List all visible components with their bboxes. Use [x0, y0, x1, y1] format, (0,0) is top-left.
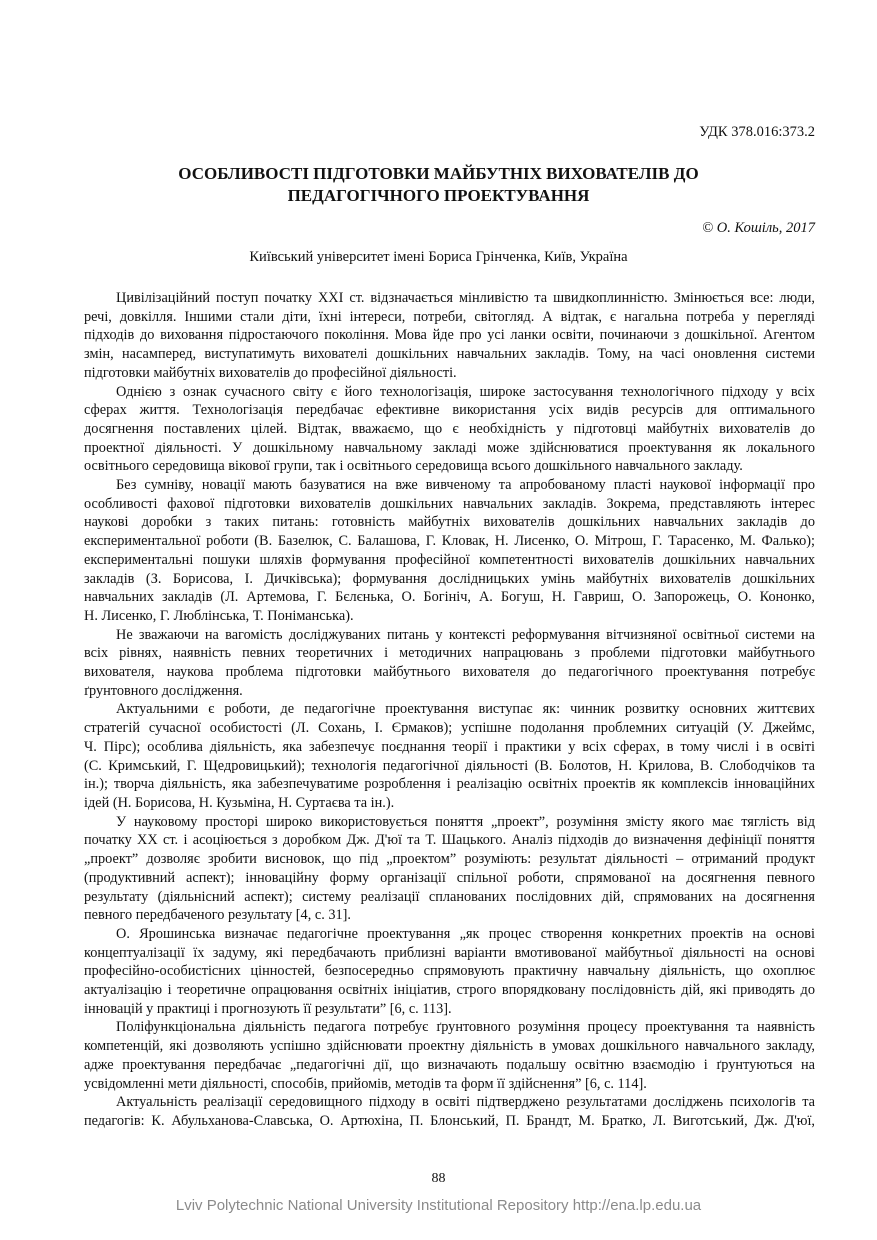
text-line: закладів (З. Борисова, І. Дичківська); формування дослідницьких умінь майбутніх вихователів дошкільних	[84, 570, 815, 587]
text-line: усвідомленні мети діяльності, способів, прийомів, методів та форм її здійснення” [6, с. 114].	[84, 1075, 647, 1092]
text-line: Актуальними є роботи, де педагогічне проектування виступає як: чинник розвитку основних життєвих	[116, 701, 815, 718]
text-line: речі, довкілля. Іншими стали діти, їхні інтереси, потреби, світогляд. А відтак, є нагальна потреба у перегляді	[84, 308, 815, 325]
text-line: Однією з ознак сучасного світу є його технологізація, широке застосування технологічного підходу у всіх	[116, 383, 815, 400]
text-line: Не зважаючи на вагомість досліджуваних питань у контексті реформування вітчизняної освітньої системи на	[116, 626, 815, 643]
paragraph	[84, 700, 815, 812]
text-line: експериментальні пошуки шляхів формування професійної компетентності вихователів дошкільних навчальних	[84, 551, 815, 568]
text-line: педагогів: К. Абульханова-Славська, О. Артюхіна, П. Блонський, П. Брандт, М. Братко, Л. Виготський, Дж. Д'юї,	[84, 1112, 815, 1129]
title-line-1: ОСОБЛИВОСТІ ПІДГОТОВКИ МАЙБУТНІХ ВИХОВАТЕЛІВ ДО	[178, 164, 699, 183]
text-line: ідей (Н. Борисова, Н. Кузьміна, Н. Суртаєва та ін.).	[84, 794, 395, 811]
article-title	[0, 163, 877, 207]
text-line: Н. Лисенко, Г. Люблінська, Т. Поніманська).	[84, 607, 354, 624]
text-line: адже проектування передбачає „педагогічні дії, що визначають подальшу освітню взаємодію і ґрунтуються на	[84, 1056, 815, 1073]
text-line: ґрунтовного дослідження.	[84, 682, 243, 699]
text-line: освітнього середовища вікової групи, так і освітнього середовища всього дошкільного навчального закладу.	[84, 458, 743, 475]
text-line: компетенцій, які дозволяють успішно здійснювати проектну діяльність в умовах дошкільного навчального закладу,	[84, 1038, 815, 1055]
text-line: професійно-особистісних цінностей, безпосередньо спрямовують практичну навчальну діяльність, що охоплює	[84, 963, 815, 980]
text-line: У науковому просторі широко використовується поняття „проект”, розуміння змісту якого має тяглість від	[116, 813, 815, 830]
article-body	[84, 289, 815, 1131]
text-line: стратегій сучасної особистості (Л. Сохань, І. Єрмаков); успішне подолання проблемних ситуацій (У. Джеймс,	[84, 720, 815, 737]
paragraph	[84, 1018, 815, 1093]
text-line: змін, насамперед, виступатимуть вихователі дошкільних навчальних закладів. Тому, на часі оновлення системи	[84, 346, 815, 363]
text-line: Ч. Пірс); особлива діяльність, яка забезпечує поєднання теорії і практики у всіх сферах, в тому числі і в освіті	[84, 738, 815, 755]
text-line: підходів до виховання підростаючого покоління. Мова йде про усі ланки освіти, починаючи з дошкільної. Агентом	[84, 327, 815, 344]
text-line: сферах життя. Технологізація передбачає ефективне використання усіх видів ресурсів для оптимального	[84, 402, 815, 419]
text-line: експериментальної роботи (В. Базелюк, С. Балашова, Г. Кловак, Н. Лисенко, О. Мітрош, Г. Тарасенко, М. Фалько);	[84, 533, 815, 550]
text-line: концептуалізації їх задуму, які передбачають приблизні варіанти вмотивованої майбутньої діяльності на основі	[84, 944, 815, 961]
repository-footer: Lviv Polytechnic National University Institutional Repository http://ena.lp.edu.ua	[175, 1197, 702, 1214]
paragraph	[84, 383, 815, 477]
text-line: актуалізацію і теоретичне опрацювання освітніх ініціатив, строго впорядковану послідовність дій, які приводять до	[84, 982, 815, 999]
title-line-2: ПЕДАГОГІЧНОГО ПРОЕКТУВАННЯ	[287, 186, 590, 205]
text-line: ін.); творча діяльність, яка забезпечуватиме розроблення і реалізацію освітніх проектів як комплексів інноваційних	[84, 776, 815, 793]
text-line: Цивілізаційний поступ початку ХХІ ст. відзначається мінливістю та швидкоплинністю. Змінюється все: люди,	[116, 290, 815, 306]
paragraph	[84, 289, 815, 383]
text-line: певного передбаченого результату [4, с. 31].	[84, 907, 351, 924]
text-line: проектної діяльності. У дошкільному навчальному закладі може здійснюватися проектування як локального	[84, 439, 815, 456]
text-line: Поліфункціональна діяльність педагога потребує ґрунтовного розуміння процесу проектування та наявність	[116, 1019, 815, 1036]
paragraph	[84, 813, 815, 925]
text-line: Актуальність реалізації середовищного підходу в освіті підтверджено результатами досліджень психологів та	[116, 1094, 815, 1111]
text-line: підготовки майбутніх вихователів до професійної діяльності.	[84, 364, 457, 381]
paragraph	[84, 925, 815, 1019]
paragraph	[84, 1093, 815, 1130]
author-copyright: © О. Кошіль, 2017	[702, 220, 815, 236]
paragraph	[84, 476, 815, 626]
text-line: інновацій у практиці і прогнозують її результати” [6, с. 113].	[84, 1000, 452, 1017]
text-line: наукові доробки з таких питань: готовність майбутніх вихователів дошкільних навчальних закладів до	[84, 514, 815, 531]
text-line: початку ХХ ст. і асоціюється з доробком Дж. Д'юї та Т. Шацького. Аналіз підходів до визначення дефініції поняття	[84, 832, 815, 849]
udk-code: УДК 378.016:373.2	[699, 124, 815, 140]
text-line: вихователя, наукова проблема підготовки майбутнього вихователя до педагогічного проектування потребує	[84, 664, 815, 681]
text-line: „проект” дозволяє зробити висновок, що під „проектом” розуміють: результат діяльності – отриманий продукт	[84, 851, 815, 868]
text-line: (С. Кримський, Г. Щедровицький); технологія педагогічної діяльності (В. Болотов, Н. Крилова, В. Слободчіков та	[84, 757, 815, 774]
text-line: О. Ярошинська визначає педагогічне проектування „як процес створення конкретних проектів на основі	[116, 925, 815, 942]
affiliation: Київський університет імені Бориса Грінченка, Київ, Україна	[249, 249, 628, 265]
text-line: (продуктивний аспект); інноваційну форму організації спільної роботи, спрямованої на досягнення певного	[84, 869, 815, 886]
text-line: досягнення поставлених цілей. Відтак, вважаємо, що є необхідність у підготовці майбутніх вихователів до	[84, 420, 815, 437]
text-line: навчальних закладів (Л. Артемова, Г. Бєлєнька, О. Богініч, А. Богуш, Н. Гавриш, О. Запорожець, О. Кононко,	[84, 589, 815, 606]
paragraph	[84, 626, 815, 701]
text-line: результату (діяльнісний аспект); систему реалізації спланованих послідовних дій, спрямованих на досягнення	[84, 888, 815, 905]
text-line: всіх рівнях, наявність певних теоретичних і методичних напрацювань з проблеми підготовки майбутнього	[84, 645, 815, 662]
page-number: 88	[431, 1171, 446, 1186]
text-line: Без сумніву, новації мають базуватися на вже вивченому та апробованому пласті наукової інформації про	[116, 477, 815, 494]
text-line: особливості фахової підготовки вихователів дошкільних навчальних закладів. Зокрема, представляють інтерес	[84, 495, 815, 512]
